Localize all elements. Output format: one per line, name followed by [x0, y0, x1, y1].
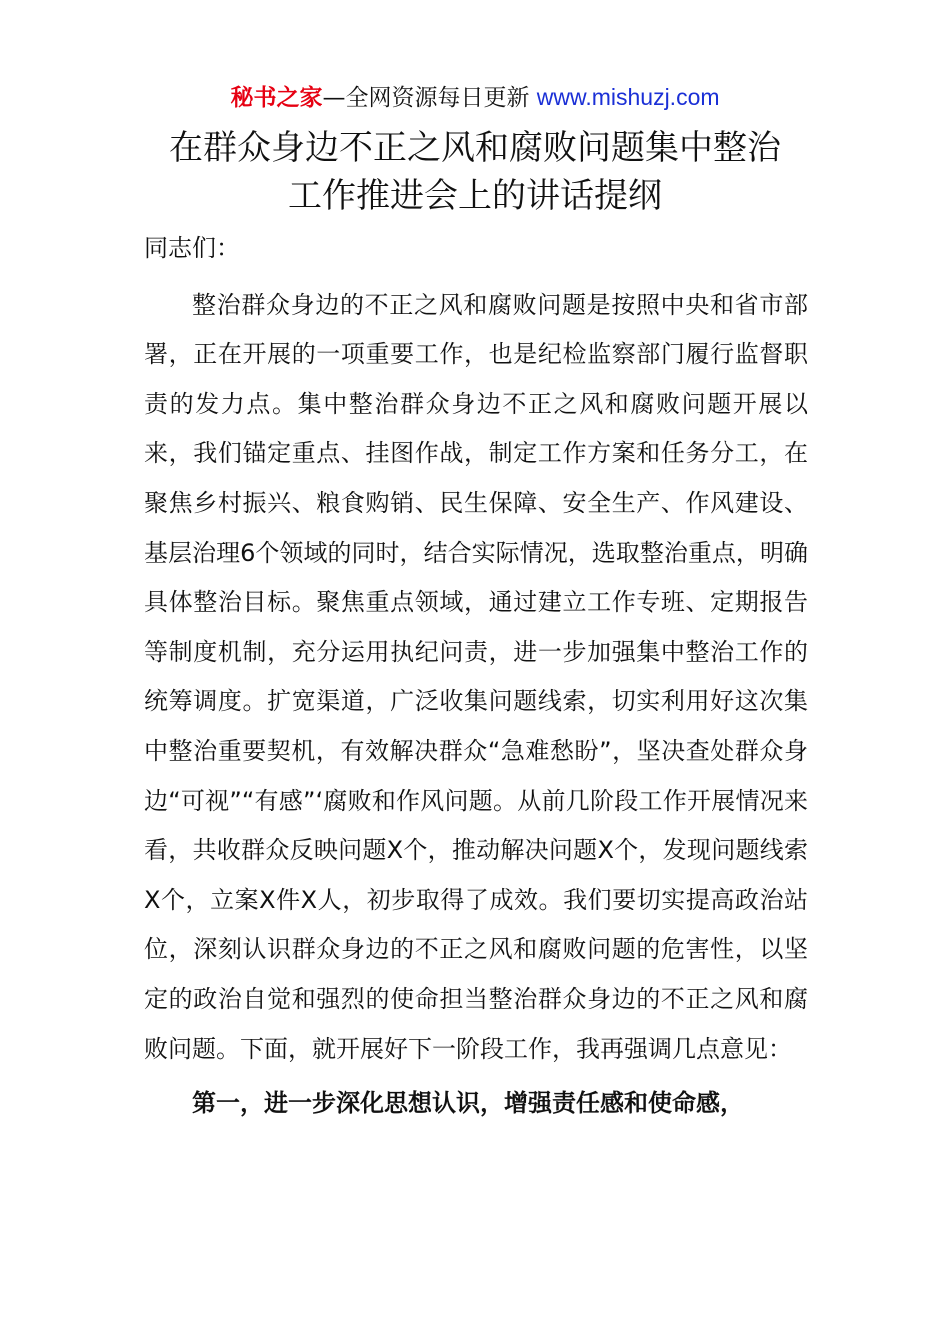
- site-url-link[interactable]: www.mishuzj.com: [536, 84, 720, 110]
- point-1-text: 第一，进一步深化思想认识，增强责任感和使命感，: [192, 1089, 744, 1118]
- header-slogan: —全网资源每日更新: [322, 85, 530, 111]
- document-title: [100, 124, 850, 220]
- point-1-heading: [144, 1079, 808, 1129]
- document-title-line-1: 在群众身边不正之风和腐败问题集中整治: [169, 128, 781, 168]
- paragraph-1: 整治群众身边的不正之风和腐败问题是按照中央和省市部署，正在开展的一项重要工作，也是纪检监察部门履行监督职责的发力点。集中整治群众身边不正之风和腐败问题开展以来，我们锚定重点、挂图作战，制定工作方案和任务分工，在聚焦乡村振兴、粮食购销、民生保障、安全生产、作风建设、基层治理6个领域的同时，结合实际情况，选取整治重点，明确具体整治目标。聚焦重点领域，通过建立工作专班、定期报告等制度机制，充分运用执纪问责，进一步加强集中整治工作的统筹调度。扩宽渠道，广泛收集问题线索，切实利用好这次集中整治重要契机，有效解决群众“急难愁盼”，坚决查处群众身边“可视”“有感”‘腐败和作风问题。从前几阶段工作开展情况来看，共收群众反映问题X个，推动解决问题X个，发现问题线索X个，立案X件X人，初步取得了成效。我们要切实提高政治站位，深刻认识群众身边的不正之风和腐败问题的危害性，以坚定的政治自觉和强烈的使命担当整治群众身边的不正之风和腐败问题。下面，就开展好下一阶段工作，我再强调几点意见：: [144, 290, 808, 1063]
- document-body: [144, 224, 808, 1129]
- document-title-line-2: 工作推进会上的讲话提纲: [288, 176, 662, 216]
- brand-name: 秘书之家: [230, 85, 323, 111]
- salutation: 同志们：: [144, 234, 240, 262]
- site-header: [0, 80, 950, 115]
